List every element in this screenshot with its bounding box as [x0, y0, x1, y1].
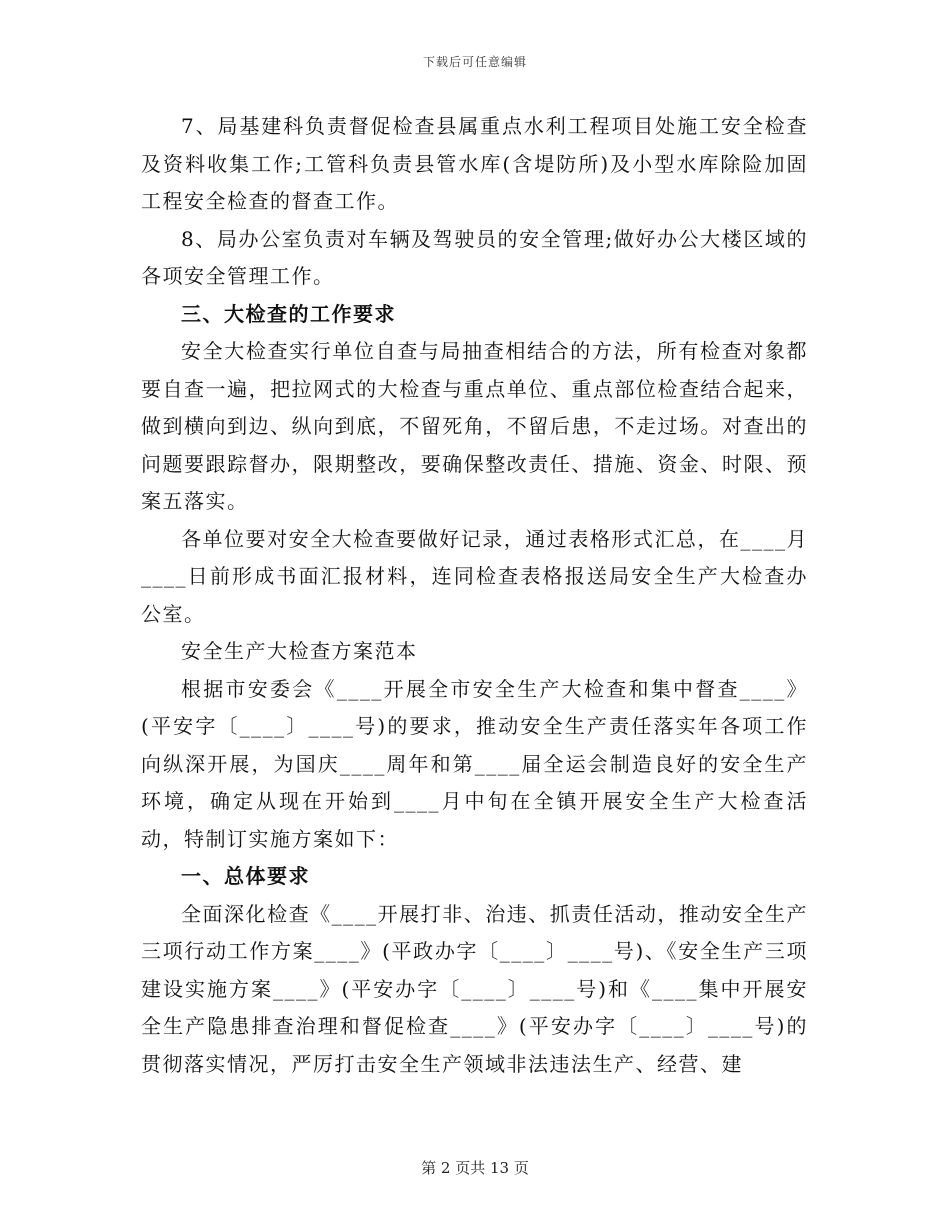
paragraph-inspection-method: 安全大检查实行单位自查与局抽查相结合的方法，所有检查对象都要自查一遍，把拉网式的大检查与重点单位、重点部位检查结合起来，做到横向到边、纵向到底，不留死角，不留后患，不走过场。对查出的问题要跟踪督办，限期整改，要确保整改责任、措施、资金、时限、预案五落实。 [141, 339, 808, 513]
document-subtitle: 安全生产大检查方案范本 [181, 639, 418, 663]
section-heading-overall: 一、总体要求 [181, 864, 310, 888]
document-body [141, 108, 808, 1083]
page-footer: 第 2 页共 13 页 [421, 1159, 529, 1177]
paragraph-item-8: 8、局办公室负责对车辆及驾驶员的安全管理;做好办公大楼区域的各项安全管理工作。 [141, 226, 808, 288]
section-heading-requirements: 三、大检查的工作要求 [181, 301, 396, 326]
paragraph-reporting: 各单位要对安全大检查要做好记录，通过表格形式汇总，在____月____日前形成书面汇报材料，连同检查表格报送局安全生产大检查办公室。 [141, 526, 808, 626]
paragraph-item-7: 7、局基建科负责督促检查县属重点水利工程项目处施工安全检查及资料收集工作;工管科负责县管水库(含堤防所)及小型水库除险加固工程安全检查的督查工作。 [141, 114, 808, 213]
paragraph-overall-requirements: 全面深化检查《____开展打非、治违、抓责任活动，推动安全生产三项行动工作方案____》(平政办字〔____〕____号)、《安全生产三项建设实施方案____》(平安办字〔____〕____号)和《____集中开展安全生产隐患排查治理和督促检查____》(平安办字〔____〕____号)的贯彻落实情况，严厉打击安全生产领域非法违法生产、经营、建 [141, 901, 808, 1076]
page-header: 下载后可任意编辑 [422, 55, 527, 69]
paragraph-basis: 根据市安委会《____开展全市安全生产大检查和集中督查____》(平安字〔____〕____号)的要求，推动安全生产责任落实年各项工作向纵深开展，为国庆____周年和第____届全运会制造良好的安全生产环境，确定从现在开始到____月中旬在全镇开展安全生产大检查活动，特制订实施方案如下： [141, 676, 808, 851]
